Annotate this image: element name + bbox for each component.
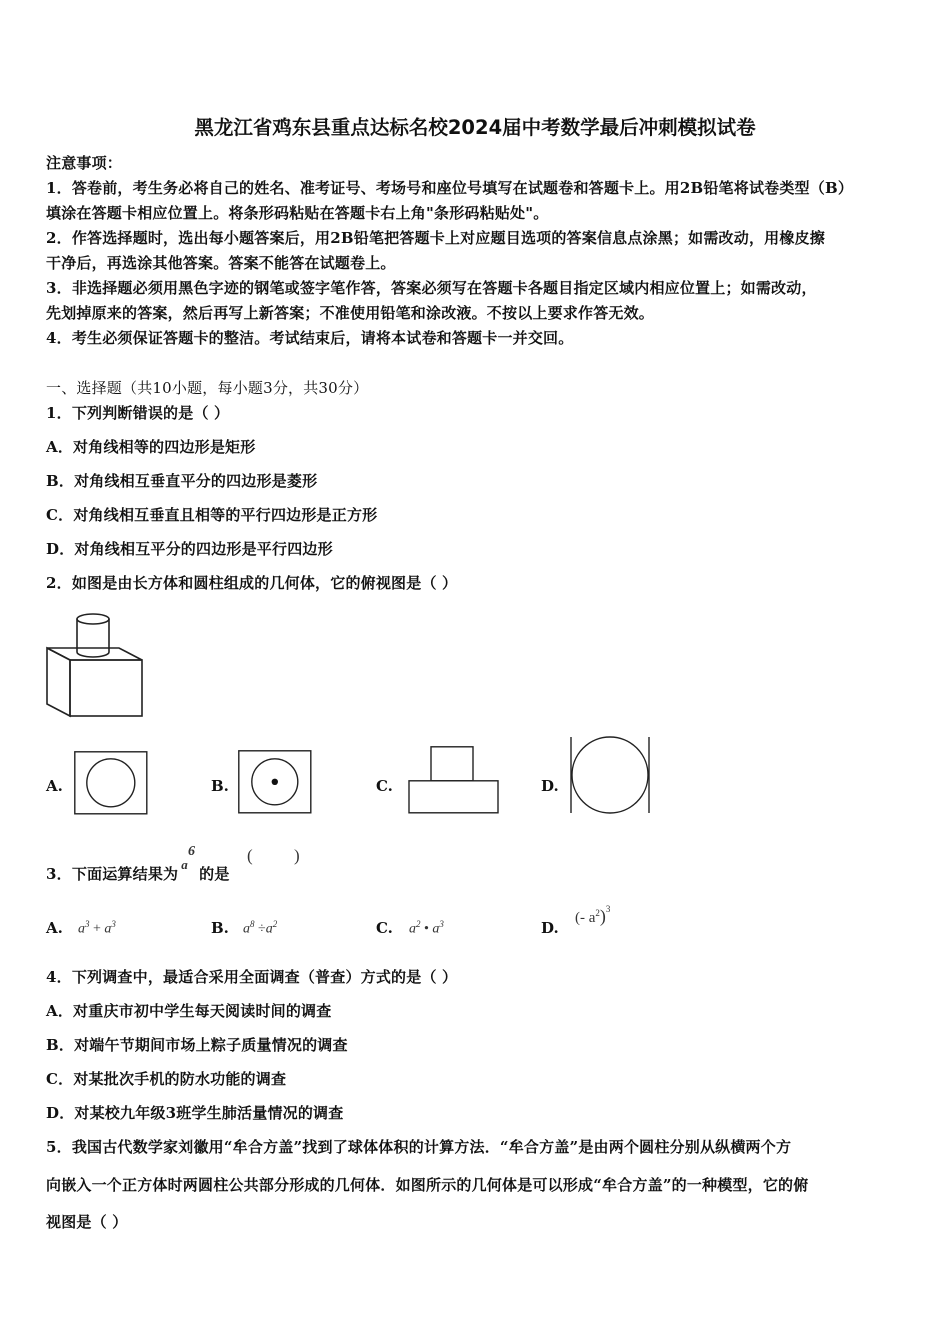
q3-stem-suffix: 的是: [199, 865, 230, 883]
q3d-outer-exp: 3: [605, 904, 611, 914]
q2-stem: 2．如图是由长方体和圆柱组成的几何体，它的俯视图是（ ）: [46, 574, 458, 592]
q3a-base2: a: [104, 921, 112, 937]
cylinder-top: [77, 614, 109, 624]
q4-stem: 4．下列调查中，最适合采用全面调查（普查）方式的是（ ）: [46, 968, 458, 986]
q4-option-b: B．对端午节期间市场上粽子质量情况的调查: [46, 1036, 348, 1054]
box-top-face: [47, 648, 142, 660]
q3-stem-exp: 6: [187, 844, 196, 859]
q3d-close: ): [599, 906, 606, 926]
q3-label-c: C.: [376, 919, 393, 937]
q3-bracket-right: ): [294, 846, 300, 865]
q3a-exp1: 3: [85, 919, 90, 929]
q4-option-d: D．对某校九年级3班学生肺活量情况的调查: [46, 1104, 344, 1122]
q3b-base1: a: [243, 921, 250, 937]
q2-option-d-figure: [570, 737, 652, 815]
q3-option-c: [409, 919, 444, 938]
notice-line-5: 3．非选择题必须用黑色字迹的钢笔或签字笔作答，答案必须写在答题卡各题目指定区域内相应位置上；如需改动，: [46, 279, 817, 297]
q2-label-c: C.: [376, 777, 393, 795]
page-title: 黑龙江省鸡东县重点达标名校2024届中考数学最后冲刺模拟试卷: [194, 116, 756, 139]
q2-label-d: D.: [541, 777, 559, 795]
q3-option-a: [78, 919, 116, 938]
q3c-exp1: 2: [416, 919, 421, 929]
q4-option-c: C．对某批次手机的防水功能的调查: [46, 1070, 287, 1088]
q1-option-c: C．对角线相互垂直且相等的平行四边形是正方形: [46, 506, 378, 524]
q1-option-b: B．对角线相互垂直平分的四边形是菱形: [46, 472, 318, 490]
q3-stem: [46, 844, 230, 884]
q3b-exp2: 2: [272, 919, 278, 929]
q3b-exp1: 8: [250, 919, 255, 929]
q3c-exp2: 3: [439, 919, 444, 929]
notice-line-1: 1．答卷前，考生务必将自己的姓名、准考证号、考场号和座位号填写在试题卷和答题卡上。用2B铅笔将试卷类型（B）: [46, 179, 854, 197]
q3c-op: •: [420, 921, 433, 937]
q3-stem-prefix: 3．下面运算结果为: [46, 865, 179, 883]
q1-option-d: D．对角线相互平分的四边形是平行四边形: [46, 540, 333, 558]
notice-line-2: 填涂在答题卡相应位置上。将条形码粘贴在答题卡右上角"条形码粘贴处"。: [46, 204, 549, 222]
q4-option-a: A．对重庆市初中学生每天阅读时间的调查: [46, 1002, 332, 1020]
q2-label-a: A.: [46, 777, 63, 795]
q5-line-3: 视图是（ ）: [46, 1213, 128, 1231]
q3b-op: ÷: [254, 921, 266, 937]
q3d-inner-exp: 2: [595, 908, 600, 918]
q2-option-a-figure: [74, 751, 148, 815]
q3a-op: +: [89, 921, 105, 937]
q3-option-d: [575, 906, 610, 927]
notice-line-6: 先划掉原来的答案，然后再写上新答案；不准使用铅笔和涂改液。不按以上要求作答无效。: [46, 304, 655, 322]
q3a-base1: a: [78, 921, 85, 937]
q1-option-a: A．对角线相等的四边形是矩形: [46, 438, 256, 456]
q3c-base2: a: [432, 921, 440, 937]
notice-line-4: 干净后，再选涂其他答案。答案不能答在试题卷上。: [46, 254, 396, 272]
notice-line-7: 4．考生必须保证答题卡的整洁。考试结束后，请将本试卷和答题卡一并交回。: [46, 329, 574, 347]
section-heading: 一、选择题（共10小题，每小题3分，共30分）: [46, 379, 369, 397]
q3-label-d: D.: [541, 919, 559, 937]
q3-label-b: B.: [211, 919, 229, 937]
q3b-base2: a: [265, 921, 273, 937]
q2-label-b: B.: [211, 777, 229, 795]
notice-line-3: 2．作答选择题时，选出每小题答案后，用2B铅笔把答题卡上对应题目选项的答案信息点涂黑；如需改动，用橡皮擦: [46, 229, 825, 247]
q3c-base1: a: [409, 921, 416, 937]
q3-bracket-left: (: [247, 846, 253, 865]
box-side-face: [47, 648, 70, 716]
q3-option-b: [243, 919, 277, 938]
q2-option-b-figure: [238, 750, 312, 814]
q3-label-a: A.: [46, 919, 63, 937]
q5-line-2: 向嵌入一个正方体时两圆柱公共部分形成的几何体．如图所示的几何体是可以形成“牟合方盖”的一种模型，它的俯: [46, 1176, 809, 1194]
q5-line-1: 5．我国古代数学家刘徽用“牟合方盖”找到了球体体积的计算方法．“牟合方盖”是由两个圆柱分别从纵横两个方: [46, 1138, 792, 1156]
notice-heading: 注意事项：: [46, 154, 123, 172]
q3d-open: (- a: [575, 910, 596, 926]
q2-option-c-figure: [408, 746, 500, 814]
q3-stem-var: a: [181, 857, 188, 872]
box-front-face: [70, 660, 142, 716]
q3a-exp2: 3: [111, 919, 116, 929]
q1-stem: 1．下列判断错误的是（ ）: [46, 404, 230, 422]
